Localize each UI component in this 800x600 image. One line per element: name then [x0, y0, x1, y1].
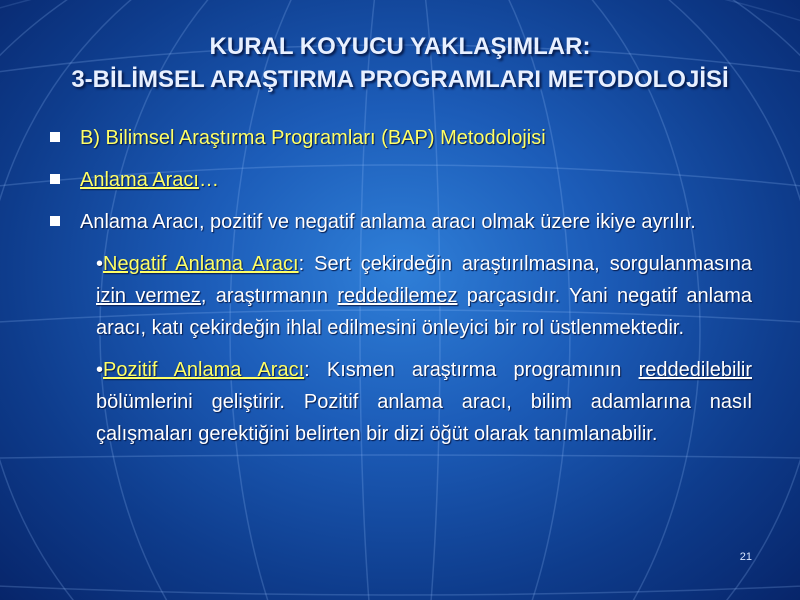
- sub-item-pozitif: [96, 354, 752, 450]
- anlama-araci-link[interactable]: Anlama Aracı: [80, 169, 199, 191]
- bullet-item-anlama-araci: [48, 164, 752, 196]
- page-number: 21: [739, 551, 752, 563]
- negatif-text-2: , araştırmanın: [200, 285, 338, 307]
- slide-title: [0, 30, 800, 96]
- square-bullet-icon: [50, 132, 60, 142]
- bullet-item-types: [48, 206, 752, 238]
- reddedilebilir-text: reddedilebilir: [638, 359, 752, 381]
- pozitif-text-2: bölümlerini geliştirir. Pozitif anlama aracı, bilim adamlarına nasıl çalışmaları gerektiğini belirten bir dizi öğüt olarak tanımlanabilir.: [96, 391, 752, 445]
- pozitif-text-1: Kısmen araştırma programının: [309, 359, 639, 381]
- dot-bullet-icon: •: [96, 253, 104, 275]
- pozitif-anlama-araci-link[interactable]: Pozitif Anlama Aracı: [103, 359, 305, 381]
- bullet-types-text: Anlama Aracı, pozitif ve negatif anlama aracı olmak üzere ikiye ayrılır.: [80, 211, 696, 233]
- negatif-colon: :: [298, 253, 305, 275]
- dot-bullet-icon: •: [96, 359, 104, 381]
- negatif-anlama-araci-link[interactable]: Negatif Anlama Aracı: [103, 253, 299, 275]
- negatif-text-1: Sert çekirdeğin araştırılmasına, sorgulanmasına: [304, 253, 752, 275]
- sub-item-negatif: [96, 248, 752, 344]
- pozitif-colon: :: [304, 359, 310, 381]
- square-bullet-icon: [50, 216, 60, 226]
- izin-vermez-text: izin vermez: [96, 285, 201, 307]
- bullet-item-bap: [48, 122, 752, 154]
- bullet-bap-text: B) Bilimsel Araştırma Programları (BAP) Metodolojisi: [80, 127, 546, 149]
- title-line-1: KURAL KOYUCU YAKLAŞIMLAR:: [209, 33, 591, 60]
- reddedilemez-text: reddedilemez: [337, 285, 458, 307]
- negatif-text-3: parçasıdır. Yani negatif anlama aracı, katı çekirdeğin ihlal edilmesini önleyici bir rol üstlenmektedir.: [96, 285, 752, 339]
- bullet-list: [48, 122, 752, 460]
- title-line-2: 3-BİLİMSEL ARAŞTIRMA PROGRAMLARI METODOLOJİSİ: [71, 66, 729, 93]
- anlama-araci-ellipsis: …: [198, 169, 219, 191]
- square-bullet-icon: [50, 174, 60, 184]
